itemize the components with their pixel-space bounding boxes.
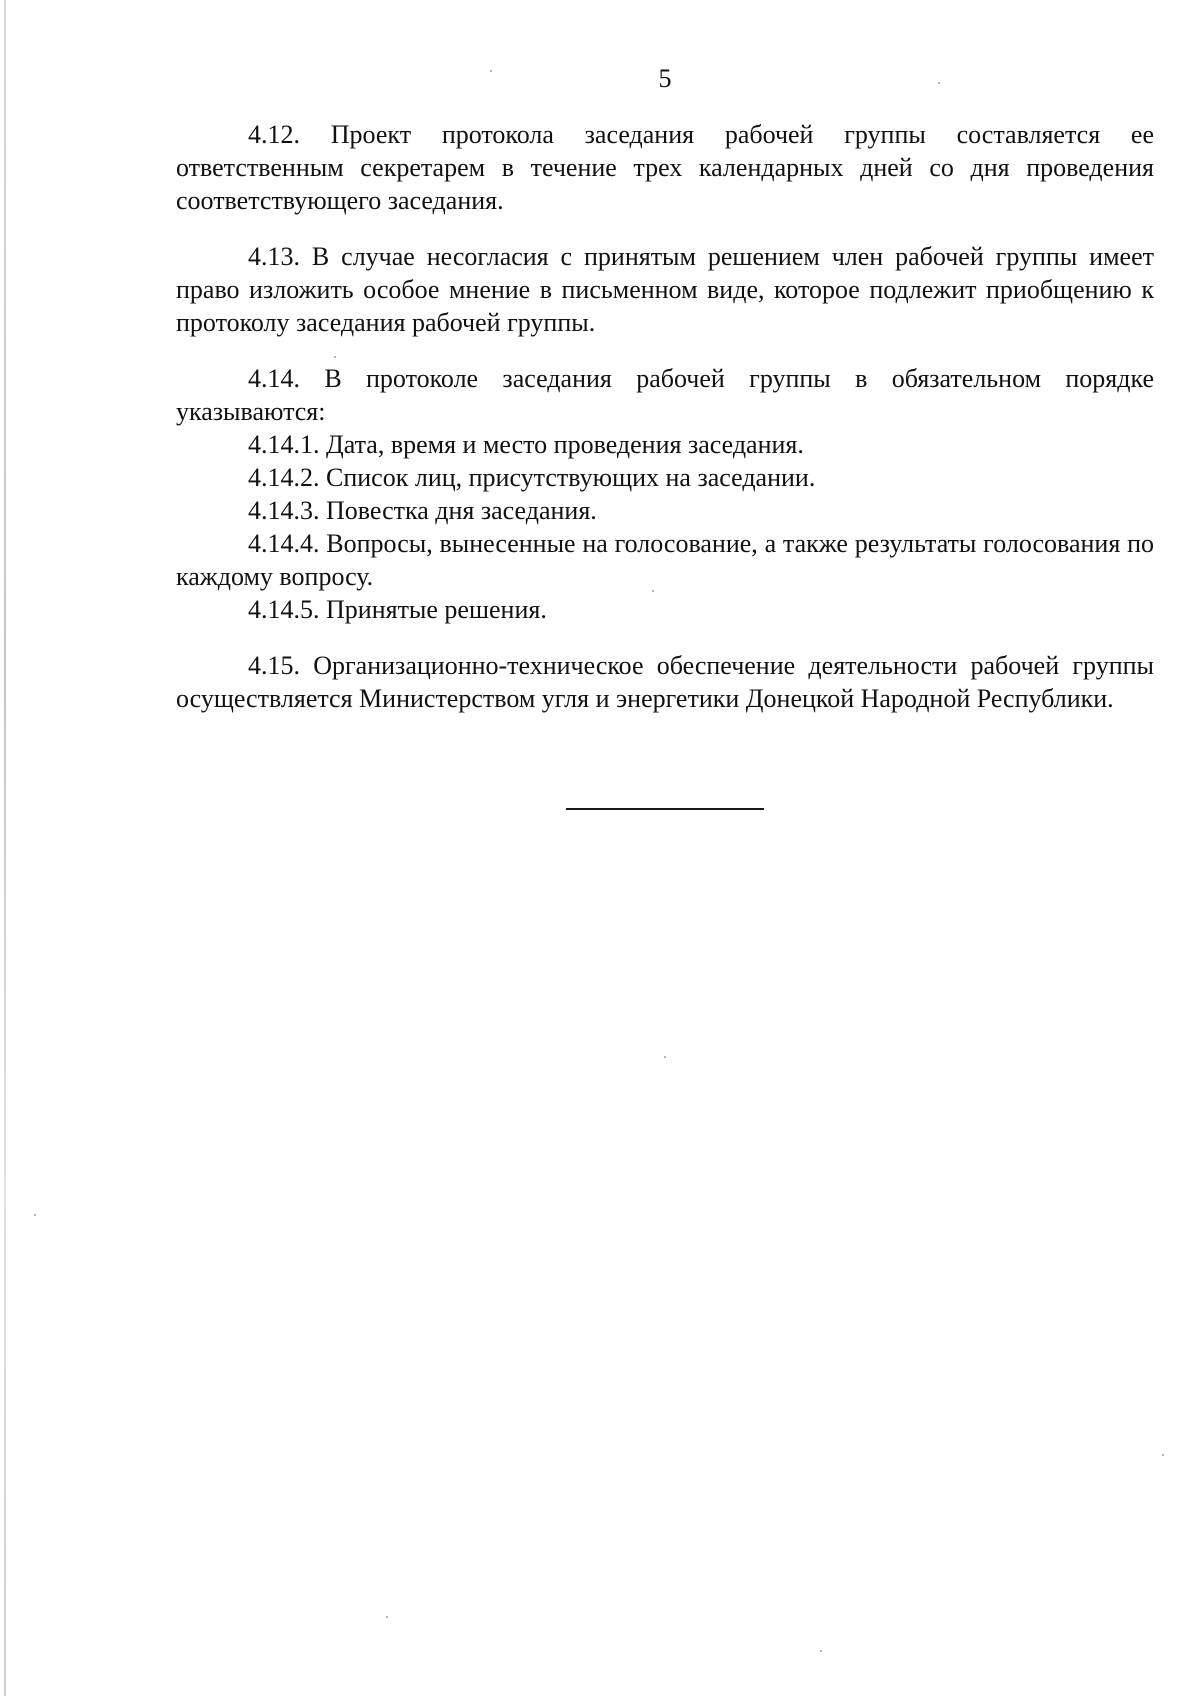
scan-speck	[664, 1056, 666, 1058]
document-body	[176, 118, 1154, 715]
list-item-4-14-3: 4.14.3. Повестка дня заседания.	[248, 496, 597, 525]
list-item-4-14-4: 4.14.4. Вопросы, вынесенные на голосование, а также результаты голосования по каждому вопросу.	[176, 529, 1154, 591]
scan-speck	[652, 590, 654, 592]
scan-speck	[820, 1650, 822, 1652]
scan-speck	[334, 356, 336, 358]
paragraph-4-13: 4.13. В случае несогласия с принятым решением член рабочей группы имеет право изложить особое мнение в письменном виде, которое подлежит приобщению к протоколу заседания рабочей группы.	[176, 242, 1154, 337]
list-item-4-14-5: 4.14.5. Принятые решения.	[248, 595, 547, 624]
scan-speck	[386, 1616, 388, 1618]
paragraph-4-14: 4.14. В протоколе заседания рабочей группы в обязательном порядке указываются:	[176, 364, 1154, 426]
list-item-4-14-2: 4.14.2. Список лиц, присутствующих на заседании.	[248, 463, 816, 492]
end-of-document-line	[566, 808, 764, 810]
scan-edge-shadow	[4, 0, 6, 1696]
paragraph-4-12: 4.12. Проект протокола заседания рабочей группы составляется ее ответственным секретарем в течение трех календарных дней со дня проведения соответствующего заседания.	[176, 120, 1154, 215]
list-item-4-14-1: 4.14.1. Дата, время и место проведения заседания.	[248, 430, 804, 459]
scan-speck	[938, 82, 940, 84]
scan-speck	[490, 70, 492, 72]
page-number: 5	[658, 64, 672, 93]
paragraph-4-15: 4.15. Организационно-техническое обеспечение деятельности рабочей группы осуществляется Министерством угля и энергетики Донецкой Народной Республики.	[176, 651, 1154, 713]
scan-speck	[1162, 1454, 1164, 1456]
scan-speck	[34, 1214, 36, 1216]
